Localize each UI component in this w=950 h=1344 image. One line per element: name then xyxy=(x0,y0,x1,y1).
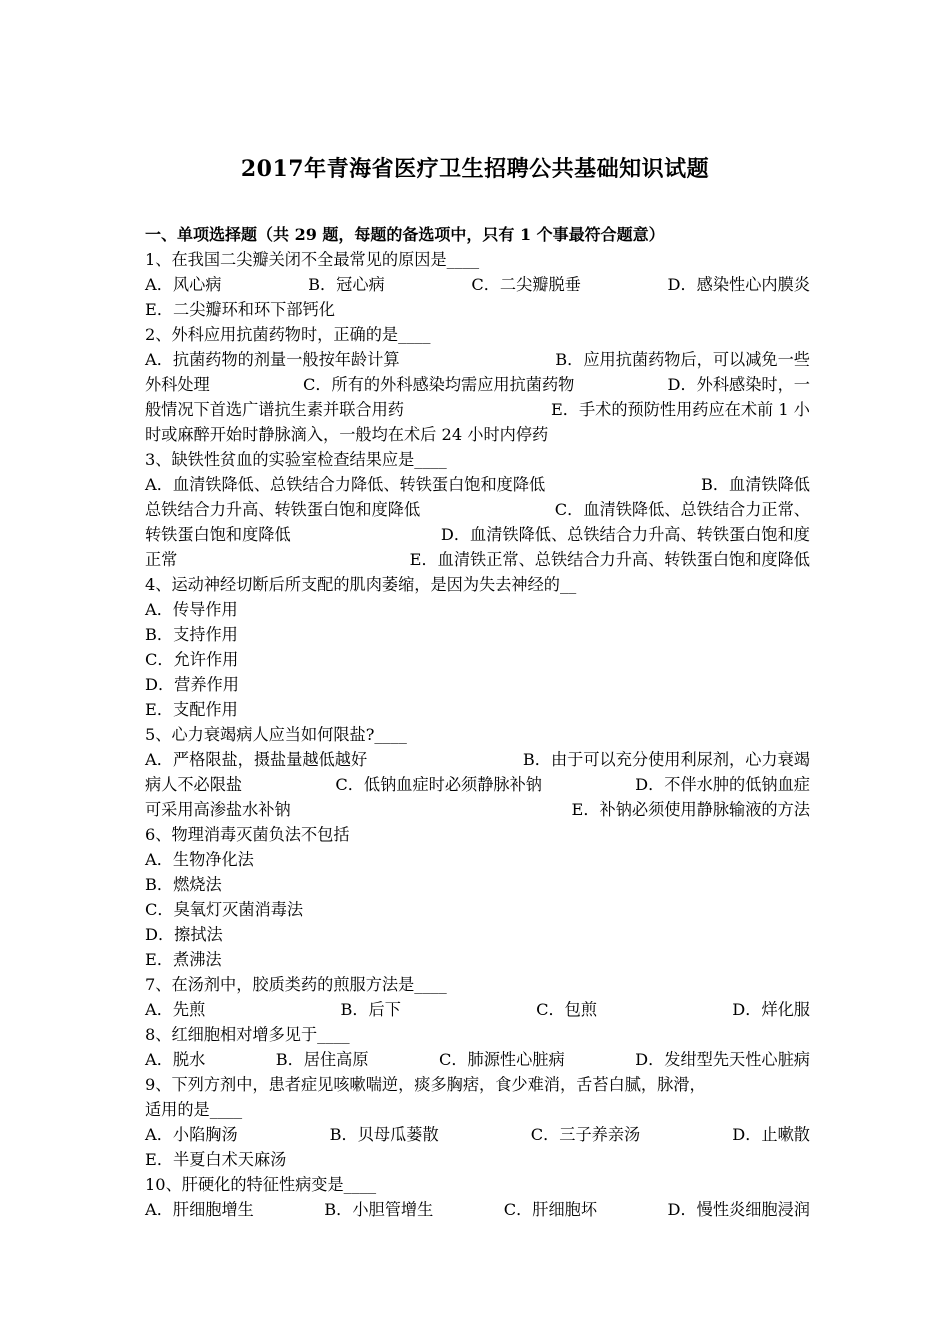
text-line: E．支配作用 xyxy=(145,700,238,719)
text-line: 5、心力衰竭病人应当如何限盐?____ xyxy=(145,725,407,744)
text-segment: 外科处理 xyxy=(145,375,210,394)
text-line: D．擦拭法 xyxy=(145,925,223,944)
text-line: 10、肝硬化的特征性病变是____ xyxy=(145,1175,377,1194)
text-lines xyxy=(145,247,810,1222)
text-line: 1、在我国二尖瓣关闭不全最常见的原因是____ xyxy=(145,250,480,269)
text-segment: 般情况下首选广谱抗生素并联合用药 xyxy=(145,400,404,419)
text-segment: 可采用高渗盐水补钠 xyxy=(145,800,291,819)
text-line: 8、红细胞相对增多见于____ xyxy=(145,1025,350,1044)
text-line: A．传导作用 xyxy=(145,600,238,619)
text-segment: B．贝母瓜蒌散 xyxy=(329,1125,439,1144)
text-line xyxy=(145,397,810,422)
text-segment: A．血清铁降低、总铁结合力降低、转铁蛋白饱和度降低 xyxy=(145,475,546,494)
text-line xyxy=(145,272,810,297)
text-segment: C．肺源性心脏病 xyxy=(438,1050,565,1069)
text-line: E．煮沸法 xyxy=(145,950,222,969)
text-line: 时或麻醉开始时静脉滴入，一般均在术后 24 小时内停药 xyxy=(145,425,549,444)
text-line: E．二尖瓣环和环下部钙化 xyxy=(145,300,335,319)
text-segment: D．发绀型先天性心脏病 xyxy=(635,1050,810,1069)
text-segment: 病人不必限盐 xyxy=(145,775,243,794)
text-line xyxy=(145,772,810,797)
text-line: E．半夏白术天麻汤 xyxy=(145,1150,287,1169)
text-segment: E．血清铁正常、总铁结合力升高、转铁蛋白饱和度降低 xyxy=(409,550,810,569)
text-segment: C．血清铁降低、总铁结合力正常、 xyxy=(554,500,810,519)
text-segment: C．二尖瓣脱垂 xyxy=(471,275,581,294)
text-line: 9、下列方剂中，患者症见咳嗽喘逆，痰多胸痞，食少难消，舌苔白腻，脉滑， xyxy=(145,1075,706,1094)
page-title: 2017年青海省医疗卫生招聘公共基础知识试题 xyxy=(240,156,710,182)
text-line xyxy=(145,522,810,547)
text-line: 4、运动神经切断后所支配的肌肉萎缩，是因为失去神经的__ xyxy=(145,575,577,594)
text-segment: C．肝细胞坏 xyxy=(503,1200,598,1219)
text-segment: B．应用抗菌药物后，可以减免一些 xyxy=(555,350,810,369)
text-line: 6、物理消毒灭菌负法不包括 xyxy=(145,825,350,844)
text-line xyxy=(145,472,810,497)
text-line: 7、在汤剂中，胶质类药的煎服方法是____ xyxy=(145,975,447,994)
section-heading: 一、单项选择题（共 29 题，每题的备选项中，只有 1 个事最符合题意） xyxy=(145,225,665,244)
text-segment: A．风心病 xyxy=(145,275,222,294)
text-segment: A．小陷胸汤 xyxy=(145,1125,238,1144)
text-segment: D．血清铁降低、总铁结合力升高、转铁蛋白饱和度 xyxy=(440,525,810,544)
text-segment: A．脱水 xyxy=(145,1050,206,1069)
text-segment: B．小胆管增生 xyxy=(324,1200,434,1219)
text-segment: 总铁结合力升高、转铁蛋白饱和度降低 xyxy=(145,500,421,519)
text-line xyxy=(145,797,810,822)
text-line: D．营养作用 xyxy=(145,675,239,694)
text-segment: E．补钠必须使用静脉输液的方法 xyxy=(571,800,810,819)
text-line: C．臭氧灯灭菌消毒法 xyxy=(145,900,304,919)
text-segment: 转铁蛋白饱和度降低 xyxy=(145,525,291,544)
text-segment: D．外科感染时，一 xyxy=(667,375,810,394)
text-line xyxy=(145,997,810,1022)
text-segment: A．严格限盐，摄盐量越低越好 xyxy=(145,750,368,769)
text-segment: D．止嗽散 xyxy=(732,1125,810,1144)
text-line xyxy=(145,547,810,572)
text-segment: A．肝细胞增生 xyxy=(145,1200,254,1219)
text-line xyxy=(145,1047,810,1072)
text-segment: B．血清铁降低 xyxy=(700,475,810,494)
text-segment: A．先煎 xyxy=(145,1000,206,1019)
text-segment: A．抗菌药物的剂量一般按年龄计算 xyxy=(145,350,400,369)
text-line: 适用的是____ xyxy=(145,1100,243,1119)
text-line: B．支持作用 xyxy=(145,625,238,644)
text-segment: 正常 xyxy=(145,550,178,569)
text-line: A．生物净化法 xyxy=(145,850,254,869)
text-segment: B．冠心病 xyxy=(308,275,385,294)
text-line xyxy=(145,372,810,397)
text-line xyxy=(145,497,810,522)
text-segment: C．所有的外科感染均需应用抗菌药物 xyxy=(302,375,575,394)
text-segment: D．不伴水肿的低钠血症 xyxy=(635,775,810,794)
text-segment: B．后下 xyxy=(340,1000,401,1019)
text-line xyxy=(145,347,810,372)
text-segment: B．居住高原 xyxy=(275,1050,369,1069)
text-segment: E．手术的预防性用药应在术前 1 小 xyxy=(550,400,810,419)
text-line xyxy=(145,1122,810,1147)
text-segment: B．由于可以充分使用利尿剂，心力衰竭 xyxy=(522,750,810,769)
text-line: C．允许作用 xyxy=(145,650,239,669)
text-line xyxy=(145,1197,810,1222)
text-segment: C．包煎 xyxy=(536,1000,598,1019)
text-segment: C．低钠血症时必须静脉补钠 xyxy=(335,775,542,794)
text-line: 3、缺铁性贫血的实验室检查结果应是____ xyxy=(145,450,447,469)
text-line: 2、外科应用抗菌药物时，正确的是____ xyxy=(145,325,431,344)
text-segment: D．感染性心内膜炎 xyxy=(667,275,810,294)
text-segment: D．烊化服 xyxy=(732,1000,810,1019)
question-list xyxy=(145,222,810,1222)
text-line: B．燃烧法 xyxy=(145,875,222,894)
text-line xyxy=(145,747,810,772)
text-segment: D．慢性炎细胞浸润 xyxy=(667,1200,810,1219)
text-segment: C．三子养亲汤 xyxy=(530,1125,641,1144)
